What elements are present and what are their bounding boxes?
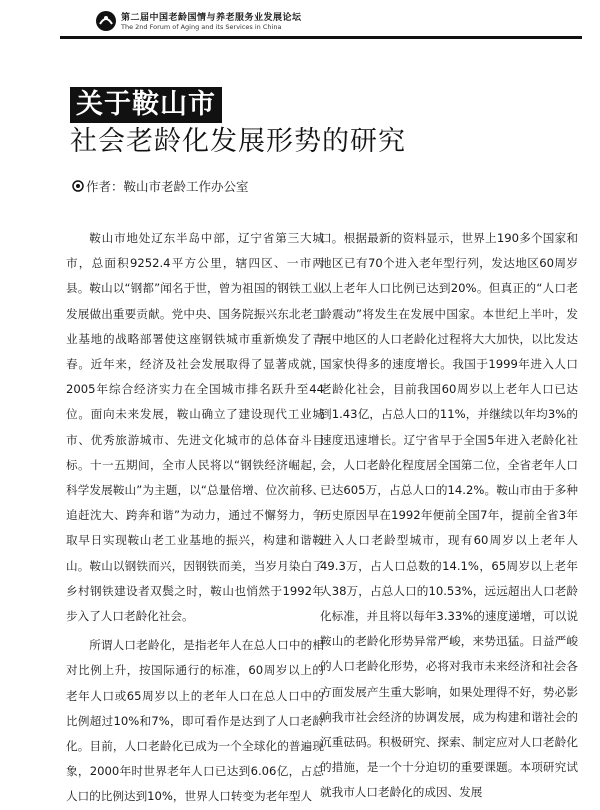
- author-label: 作者：: [86, 179, 124, 194]
- body-column-right: [320, 226, 578, 806]
- header-rule: [60, 36, 582, 39]
- author-name: 鞍山市老龄工作办公室: [123, 179, 249, 194]
- paragraph: 鞍山市地处辽东半岛中部，辽宁省第三大城市，总面积9252.4平方公里，辖四区、一市两县。鞍山以“钢都”闻名于世，曾为祖国的钢铁工业发展做出重要贡献。党中央、国务院振兴东北老工业基地的战略部署使这座钢铁城市重新焕发了青春。近年来，经济及社会发展取得了显著成就，2005年综合经济实力在全国城市排名跃升至44位。面向未来发展，鞍山确立了建设现代工业城市、优秀旅游城市、先进文化城市的总体奋斗目标。十一五期间，全市人民将以“钢铁经济崛起，科学发展鞍山”为主题，以“总量倍增、位次前移、追赶沈大、跨奔和谐”为动力，通过不懈努力，争取早日实现鞍山老工业基地的振兴，构建和谐鞍山。鞍山以钢铁而兴，因钢铁而美，当岁月染白了乡村钢铁建设者双鬓之时，鞍山也悄然于1992年步入了人口老龄化社会。: [66, 231, 324, 624]
- title-highlight: [70, 87, 222, 123]
- journal-title-cn: 第二届中国老龄国情与养老服务业发展论坛: [121, 13, 302, 23]
- paragraph: 口。根据最新的资料显示，世界上190多个国家和地区已有70个进入老年型行列，发达地区60周岁以上老年人口比例已达到20%。但真正的“人口老龄震动”将发生在发展中国家。本世纪上半叶，发展中地区的人口老龄化过程将大大加快，以比发达国家快得多的速度增长。我国于1999年进入人口老龄化社会，目前我国60周岁以上老年人口已达到1.43亿，占总人口的11%，并继续以年均3%的速度迅速增长。辽宁省早于全国5年进入老龄化社会，人口老龄化程度居全国第二位，全省老年人口已达605万，占总人口的14.2%。鞍山市由于多种历史原因早在1992年便前全国7年，提前全省3年进入人口老龄型城市，现有60周岁以上老年人49.3万，占人口总数的14.1%，65周岁以上老年人38万，占总人口的10.53%，远远超出人口老龄化标准，并且将以每年3.33%的速度递增，可以说鞍山的老龄化形势异常严峻，来势迅猛。日益严峻的人口老龄化形势，必将对我市未来经济和社会各方面发展产生重大影响，如果处理得不好，势必影响我市社会经济的协调发展，成为构建和谐社会的沉重砝码。积极研究、探索、制定应对人口老龄化的措施，是一个十分迫切的重要课题。本项研究试就我市人口老龄化的成因、发展: [320, 231, 578, 800]
- paragraph: 所谓人口老龄化，是指老年人在总人口中的相对比例上升，按国际通行的标准，60周岁以上的老年人口或65周岁以上的老年人口在总人口中的比例超过10%和7%，即可看作是达到了人口老龄化。目前，人口老龄化已成为一个全球化的普遍现象，2000年时世界老年人口已达到6.06亿，占总人口的比例达到10%，世界人口转变为老年型人: [66, 638, 324, 804]
- author-line: [72, 177, 249, 195]
- body-column-left: [66, 226, 324, 810]
- article-title-line2: 社会老龄化发展形势的研究: [70, 126, 406, 157]
- article-title-line1: 关于鞍山市: [76, 89, 216, 120]
- journal-header: [95, 8, 455, 38]
- journal-title-en: The 2nd Forum of Aging and its Services in China: [121, 23, 282, 31]
- forum-logo-icon: [95, 10, 117, 32]
- bullet-circle-icon: [72, 180, 84, 192]
